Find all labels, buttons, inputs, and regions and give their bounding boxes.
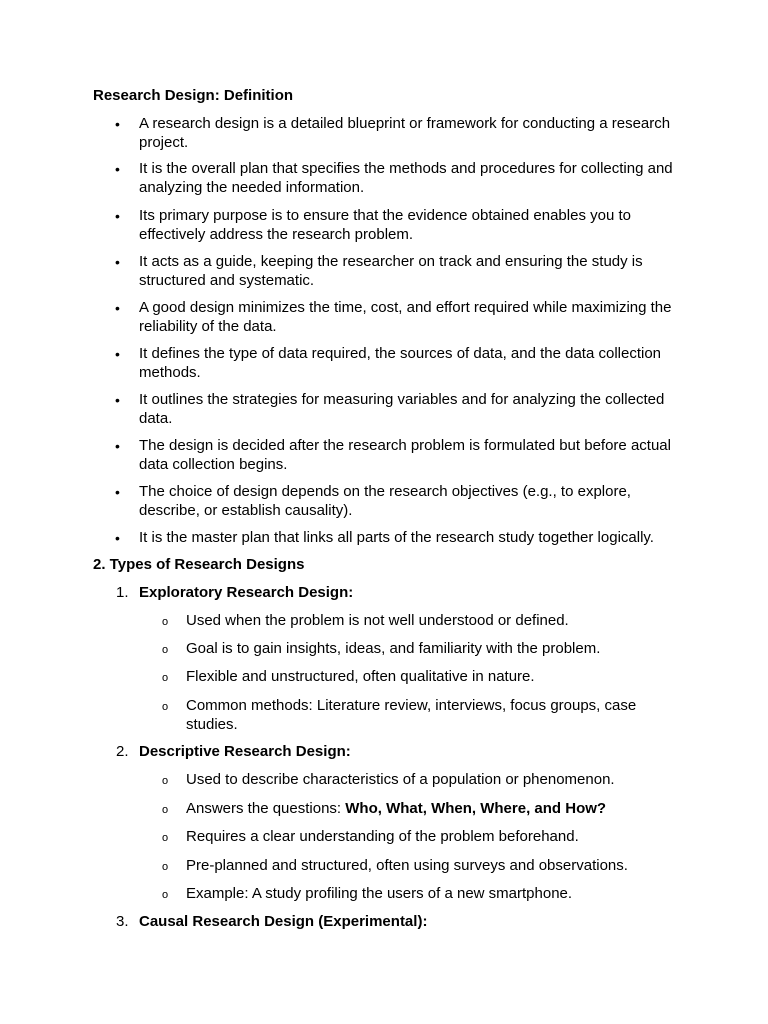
sub-bullet-marker: o — [162, 616, 169, 628]
sub-bullet-text: Flexible and unstructured, often qualitative in nature. — [186, 668, 535, 685]
design-type-title: Causal Research Design (Experimental): — [139, 913, 428, 930]
sub-bullet-marker: o — [162, 832, 169, 844]
bullet-text: It acts as a guide, keeping the researcher on track and ensuring the study is structured and systematic. — [139, 253, 643, 289]
sub-bullet-marker: o — [162, 701, 169, 713]
sub-bullet-marker: o — [162, 644, 169, 656]
sub-bullet-text-bold: Who, What, When, Where, and How? — [345, 800, 607, 817]
sub-bullet-text: Used when the problem is not well understood or defined. — [186, 612, 569, 629]
list-number: 3. — [116, 913, 129, 930]
bullet-marker: • — [115, 208, 120, 224]
bullet-text: It is the master plan that links all parts of the research study together logically. — [139, 529, 654, 546]
bullet-marker: • — [115, 392, 120, 408]
bullet-marker: • — [115, 300, 120, 316]
design-type-title: Descriptive Research Design: — [139, 743, 351, 760]
bullet-marker: • — [115, 254, 120, 270]
design-type-title: Exploratory Research Design: — [139, 584, 354, 601]
bullet-marker: • — [115, 116, 120, 132]
bullet-marker: • — [115, 346, 120, 362]
bullet-text: A good design minimizes the time, cost, and effort required while maximizing the reliability of the data. — [139, 299, 672, 335]
bullet-text: The choice of design depends on the research objectives (e.g., to explore, describe, or establish causality). — [139, 483, 631, 519]
list-number: 2. — [116, 743, 129, 760]
bullet-marker: • — [115, 161, 120, 177]
sub-bullet-text: Common methods: Literature review, interviews, focus groups, case studies. — [186, 697, 637, 733]
sub-bullet-text: Goal is to gain insights, ideas, and familiarity with the problem. — [186, 640, 601, 657]
sub-bullet-text: Used to describe characteristics of a population or phenomenon. — [186, 771, 615, 788]
sub-bullet-marker: o — [162, 775, 169, 787]
bullet-text: It outlines the strategies for measuring variables and for analyzing the collected data. — [139, 391, 665, 427]
list-number: 1. — [116, 584, 129, 601]
sub-bullet-text: Example: A study profiling the users of a new smartphone. — [186, 885, 573, 902]
sub-bullet-marker: o — [162, 672, 169, 684]
section-heading-types: 2. Types of Research Designs — [93, 556, 305, 573]
sub-bullet-marker: o — [162, 889, 169, 901]
bullet-text: Its primary purpose is to ensure that the evidence obtained enables you to effectively address the research problem. — [139, 207, 631, 243]
bullet-text: It is the overall plan that specifies the methods and procedures for collecting and analyzing the needed information. — [139, 160, 673, 196]
sub-bullet-text: Pre-planned and structured, often using surveys and observations. — [186, 857, 628, 874]
sub-bullet-marker: o — [162, 861, 169, 873]
section-heading-definition: Research Design: Definition — [93, 87, 294, 104]
bullet-marker: • — [115, 484, 120, 500]
bullet-marker: • — [115, 530, 120, 546]
bullet-text: A research design is a detailed blueprint or framework for conducting a research project. — [139, 115, 671, 151]
sub-bullet-text: Requires a clear understanding of the problem beforehand. — [186, 828, 579, 845]
bullet-text: It defines the type of data required, the sources of data, and the data collection methods. — [139, 345, 662, 381]
sub-bullet-text — [186, 800, 666, 819]
sub-bullet-text-plain: Answers the questions: — [186, 800, 346, 817]
bullet-marker: • — [115, 438, 120, 454]
sub-bullet-marker: o — [162, 804, 169, 816]
bullet-text: The design is decided after the research problem is formulated but before actual data collection begins. — [139, 437, 671, 473]
